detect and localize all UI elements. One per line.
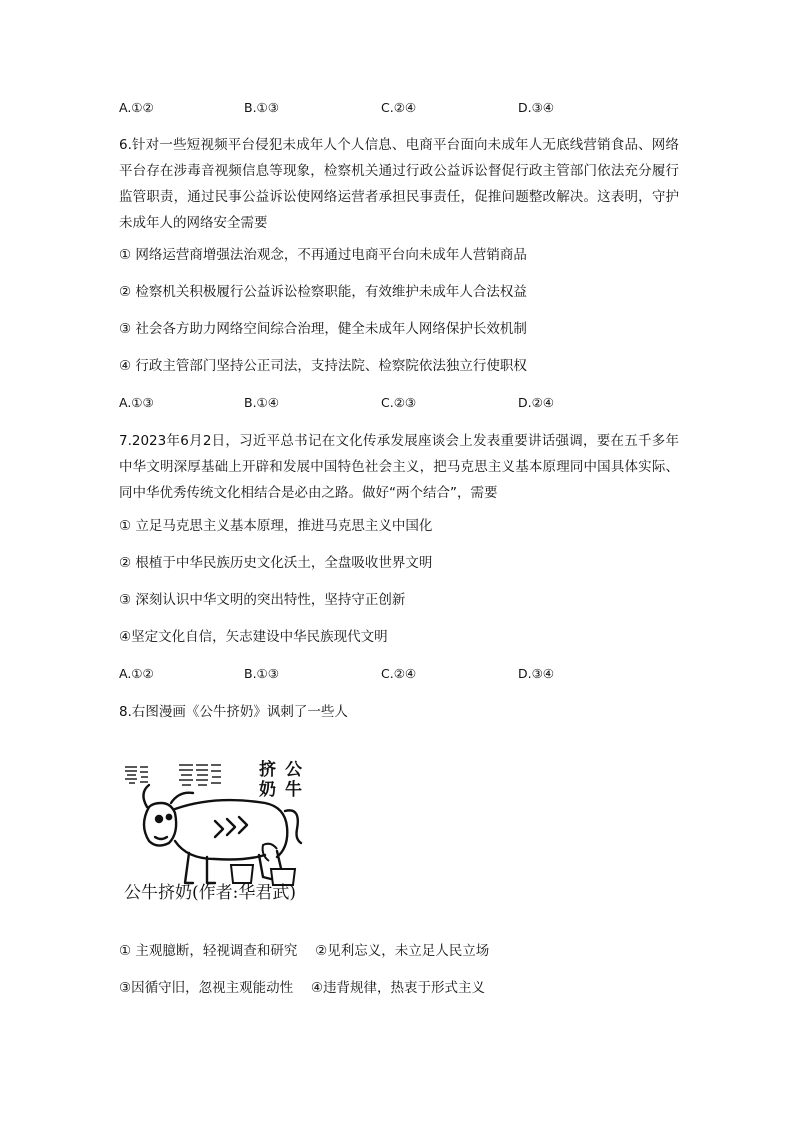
q5-option-a: A.①② [119, 100, 154, 115]
q7-option-c: C.②④ [381, 666, 417, 681]
q6-item-1: ① 网络运营商增强法治观念，不再通过电商平台向未成年人营销商品 [119, 247, 527, 263]
cartoon-title-glyph: 牛 [285, 780, 302, 800]
q7-stem: 7.2023年6月2日，习近平总书记在文化传承发展座谈会上发表重要讲话强调，要在五千多年中华文明深厚基础上开辟和发展中国特色社会主义，把马克思主义基本原理同中国具体实际、同中华优秀传统文化相结合是必由之路。做好“两个结合”，需要 [119, 433, 679, 501]
q8-items-line-1: ① 主观臆断，轻视调查和研究 ②见利忘义，未立足人民立场 [119, 943, 490, 959]
cartoon-caption: 公牛挤奶(作者:华君武) [124, 883, 296, 903]
q6-item-3: ③ 社会各方助力网络空间综合治理，健全未成年人网络保护长效机制 [119, 321, 527, 337]
q7-item-4: ④坚定文化自信，矢志建设中华民族现代文明 [119, 629, 388, 645]
q6-option-a: A.①③ [119, 395, 154, 410]
q7-option-a: A.①② [119, 666, 154, 681]
q6-option-d: D.②④ [518, 395, 555, 410]
q6-item-4: ④ 行政主管部门坚持公正司法，支持法院、检察院依法独立行使职权 [119, 358, 527, 374]
q7-item-2: ② 根植于中华民族历史文化沃土，全盘吸收世界文明 [119, 555, 433, 571]
cartoon-title-glyph: 奶 [259, 780, 276, 800]
q6-stem: 6.针对一些短视频平台侵犯未成年人个人信息、电商平台面向未成年人无底线营销食品、网络平台存在涉毒音视频信息等现象，检察机关通过行政公益诉讼督促行政主管部门依法充分履行监管职责，通过民事公益诉讼使网络运营者承担民事责任，促推问题整改解决。这表明，守护未成年人的网络安全需要 [119, 137, 679, 231]
q6-option-b: B.①④ [244, 395, 279, 410]
q7-option-d: D.③④ [518, 666, 555, 681]
q7-item-1: ① 立足马克思主义基本原理，推进马克思主义中国化 [119, 518, 433, 534]
cartoon-title-glyph: 公 [285, 760, 302, 780]
cartoon-title-glyph: 挤 [259, 760, 276, 780]
milk-pail-drawing [231, 844, 295, 885]
q5-option-c: C.②④ [381, 100, 417, 115]
q7-option-b: B.①③ [244, 666, 279, 681]
q8-stem: 8.右图漫画《公牛挤奶》讽刺了一些人 [119, 704, 348, 720]
q8-items-line-2: ③因循守旧，忽视主观能动性 ④违背规律，热衷于形式主义 [119, 980, 485, 996]
q6-option-c: C.②③ [381, 395, 417, 410]
q6-item-2: ② 检察机关积极履行公益诉讼检察职能，有效维护未成年人合法权益 [119, 284, 527, 300]
q7-item-3: ③ 深刻认识中华文明的突出特性，坚持守正创新 [119, 592, 406, 608]
cartoon-scribble-marks [125, 765, 221, 785]
q5-option-d: D.③④ [518, 100, 555, 115]
q5-option-b: B.①③ [244, 100, 279, 115]
